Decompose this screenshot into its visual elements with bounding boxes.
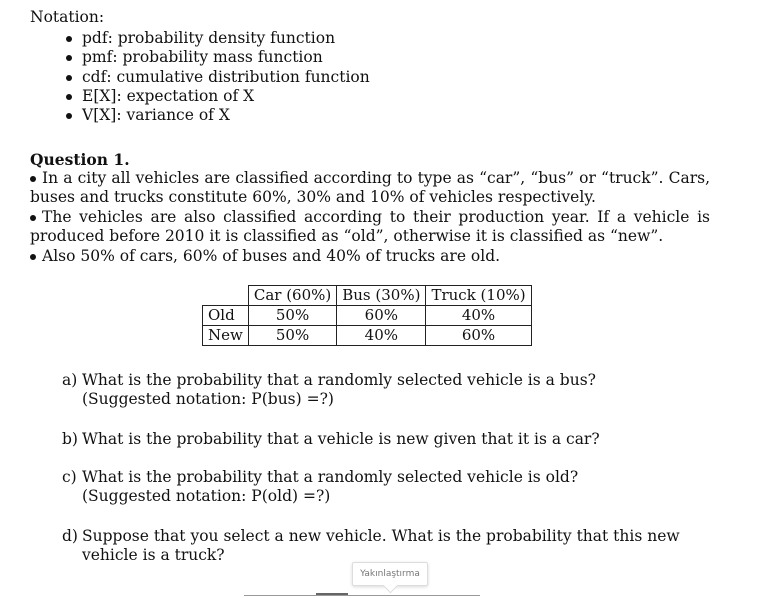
- table-corner: [203, 286, 249, 306]
- notation-list: [66, 29, 370, 125]
- table-header-cell: Truck (10%): [426, 286, 531, 306]
- table-header-cell: Car (60%): [248, 286, 336, 306]
- part-label: d): [62, 527, 78, 545]
- list-item: pmf: probability mass function: [66, 48, 370, 67]
- part-text: What is the probability that a vehicle is new given that it is a car?: [82, 430, 600, 448]
- notation-heading: Notation:: [30, 8, 105, 26]
- question-title: Question 1.: [30, 150, 130, 169]
- table-cell: 40%: [426, 306, 531, 326]
- list-item: pdf: probability density function: [66, 29, 370, 48]
- part-text: Suppose that you select a new vehicle. What is the probability that this new vehicle is a truck?: [82, 527, 680, 564]
- bullet-icon: [30, 215, 36, 221]
- table-header-row: [203, 286, 532, 306]
- zoom-bar-handle[interactable]: [316, 593, 348, 595]
- part-d: [62, 527, 712, 565]
- table-cell: 50%: [248, 326, 336, 346]
- part-note: (Suggested notation: P(bus) =?): [82, 390, 334, 408]
- table-cell: 60%: [426, 326, 531, 346]
- part-a: [62, 371, 712, 409]
- part-text: What is the probability that a randomly selected vehicle is old?: [82, 468, 579, 486]
- part-note: (Suggested notation: P(old) =?): [82, 487, 331, 505]
- zoom-tooltip: Yakınlaştırma: [352, 562, 428, 586]
- table-cell: 60%: [337, 306, 426, 326]
- list-item: E[X]: expectation of X: [66, 87, 370, 106]
- question-bullet-2: The vehicles are also classified according to their production year. If a vehicle is produced before 2010 it is classified as “old”, otherwise it is classified as “new”.: [30, 208, 710, 245]
- question-bullet-1: In a city all vehicles are classified according to type as “car”, “bus” or “truck”. Cars, buses and trucks constitute 60%, 30% and 10% of vehicles respectively.: [30, 169, 710, 206]
- table-cell: 50%: [248, 306, 336, 326]
- part-b: [62, 430, 712, 449]
- bullet-icon: [30, 254, 36, 260]
- zoom-bar[interactable]: [244, 595, 480, 596]
- bullet-icon: [30, 176, 36, 182]
- table-cell: 40%: [337, 326, 426, 346]
- question-bullet-3: Also 50% of cars, 60% of buses and 40% of trucks are old.: [30, 247, 710, 266]
- table-row: [203, 326, 532, 346]
- table-row-label: New: [203, 326, 249, 346]
- part-text: What is the probability that a randomly selected vehicle is a bus?: [82, 371, 596, 389]
- part-label: c): [62, 468, 77, 486]
- part-c: [62, 468, 712, 506]
- table-row-label: Old: [203, 306, 249, 326]
- table-row: [203, 306, 532, 326]
- list-item: V[X]: variance of X: [66, 106, 370, 125]
- part-label: a): [62, 371, 78, 389]
- vehicle-table: [202, 285, 532, 346]
- part-label: b): [62, 430, 78, 448]
- list-item: cdf: cumulative distribution function: [66, 68, 370, 87]
- table-header-cell: Bus (30%): [337, 286, 426, 306]
